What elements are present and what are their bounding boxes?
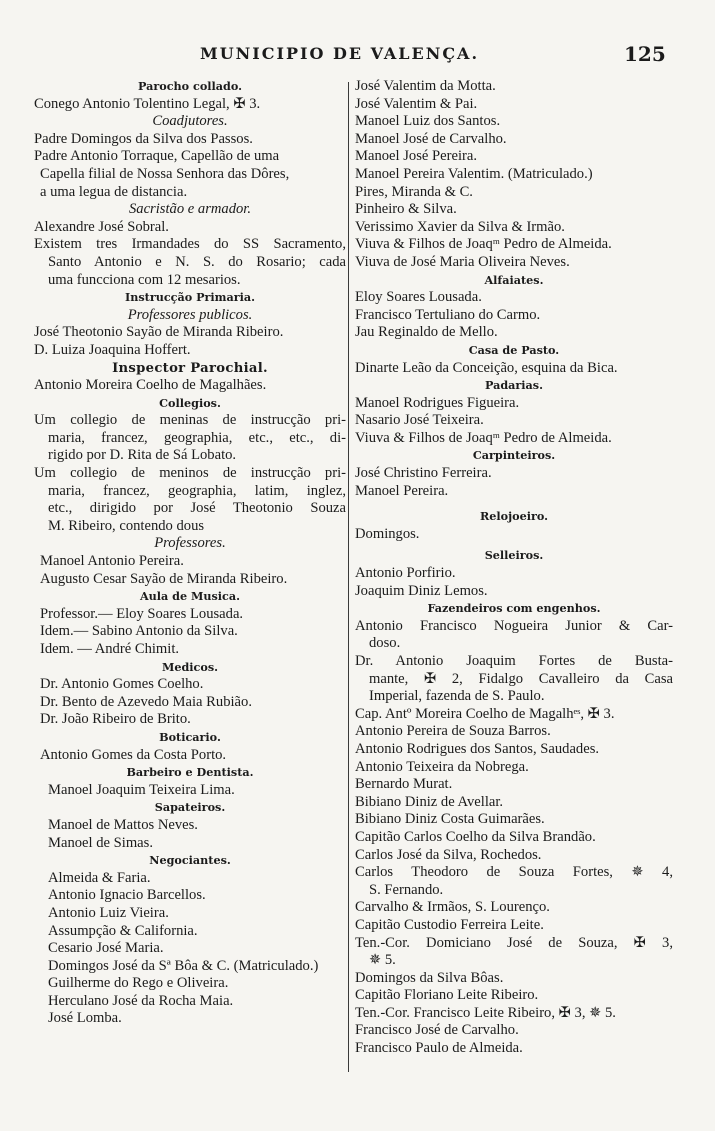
entry-line: Antonio Ignacio Barcellos. (48, 887, 206, 904)
entry-line: Domingos. (355, 525, 420, 542)
entry-line: Domingos José da Sª Bôa & C. (Matriculado.) (48, 957, 319, 974)
entry-line: Antonio Gomes da Costa Porto. (40, 746, 227, 763)
section-heading-barbeiro: Barbeiro e Dentista. (126, 765, 254, 780)
section-heading-relojoeiro: Relojoeiro. (479, 509, 549, 524)
entry-line: Pinheiro & Silva. (355, 201, 457, 218)
entry-line: Viuva & Filhos de Joaqᵐ Pedro de Almeida. (355, 429, 612, 446)
section-heading-negociantes: Negociantes. (149, 853, 231, 868)
entry-line: Manoel Joaquim Teixeira Lima. (48, 781, 235, 798)
entry-line: mante, ✠ 2, Fidalgo Cavalleiro da Casa (369, 670, 673, 687)
entry-line: Dr. Bento de Azevedo Maia Rubião. (40, 693, 252, 710)
entry-line: Augusto Cesar Sayão de Miranda Ribeiro. (40, 570, 288, 587)
entry-line: Pires, Miranda & C. (355, 183, 473, 200)
section-heading-carpinteiros: Carpinteiros. (472, 448, 556, 463)
entry-line: Carlos José da Silva, Rochedos. (355, 846, 542, 863)
entry-line: Antonio Moreira Coelho de Magalhães. (34, 377, 267, 394)
entry-line: rigido por D. Rita de Sá Lobato. (48, 447, 237, 464)
subheading-professores: Professores publicos. (127, 306, 253, 323)
section-heading-aula: Aula de Musica. (139, 589, 241, 604)
page-header (0, 44, 715, 74)
entry-line: Carlos Theodoro de Souza Fortes, ✵ 4, (355, 864, 673, 881)
entry-line: Manoel Rodrigues Figueira. (355, 394, 520, 411)
entry-line: Verissimo Xavier da Silva & Irmão. (355, 218, 565, 235)
entry-line: Bernardo Murat. (355, 776, 453, 793)
entry-line: etc., dirigido por José Theotonio Souza (48, 500, 346, 517)
entry-line: Guilherme do Rego e Oliveira. (48, 975, 229, 992)
section-heading-instruccao: Instrucção Primaria. (124, 290, 256, 305)
entry-line: Manoel Pereira. (355, 482, 449, 499)
section-heading-boticario: Boticario. (159, 729, 221, 744)
entry-line: maria, francez, geographia, latim, inglez, (48, 482, 346, 499)
entry-line: Bibiano Diniz de Avellar. (355, 793, 504, 810)
entry-line: Dinarte Leão da Conceição, esquina da Bica. (355, 359, 618, 376)
entry-line: Antonio Pereira de Souza Barros. (355, 723, 551, 740)
section-heading-medicos: Medicos. (161, 659, 219, 674)
subheading-sacristao: Sacristão e armador. (128, 201, 252, 218)
entry-line: Manoel Antonio Pereira. (40, 553, 184, 570)
entry-line: M. Ribeiro, contendo dous (48, 517, 205, 534)
entry-line: Bibiano Diniz Costa Guimarães. (355, 811, 545, 828)
section-heading-collegios: Collegios. (159, 395, 221, 410)
entry-line: Almeida & Faria. (48, 869, 151, 886)
entry-line: Idem.— Sabino Antonio da Silva. (40, 623, 238, 640)
entry-line: Idem. — André Chimit. (40, 641, 180, 657)
entry-line: Cesario José Maria. (48, 940, 164, 957)
entry-line: Domingos da Silva Bôas. (355, 969, 504, 986)
entry-line: Capitão Carlos Coelho da Silva Brandão. (355, 828, 596, 845)
entry-line: Francisco Paulo de Almeida. (355, 1040, 523, 1057)
entry-line: Nasario José Teixeira. (355, 412, 484, 429)
entry-line: Antonio Francisco Nogueira Junior & Car- (355, 617, 673, 634)
section-heading-sapateiros: Sapateiros. (154, 800, 226, 815)
entry-line: Imperial, fazenda de S. Paulo. (369, 688, 545, 705)
entry-line: Jau Reginaldo de Mello. (355, 324, 498, 341)
entry-line: José Lomba. (48, 1010, 122, 1027)
entry-line: Existem tres Irmandades do SS Sacramento, (34, 236, 346, 253)
entry-line: Francisco José de Carvalho. (355, 1022, 519, 1039)
entry-line: Dr. Antonio Gomes Coelho. (40, 676, 204, 693)
entry-line: Conego Antonio Tolentino Legal, ✠ 3. (34, 95, 261, 112)
entry-line: Capitão Custodio Ferreira Leite. (355, 916, 544, 933)
entry-line: D. Luiza Joaquina Hoffert. (34, 341, 191, 358)
entry-line: Manoel José Pereira. (355, 148, 477, 165)
entry-line: Viuva de José Maria Oliveira Neves. (355, 253, 570, 270)
entry-line: Joaquim Diniz Lemos. (355, 582, 488, 599)
entry-line: Cap. Antº Moreira Coelho de Magalhᵉˢ, ✠ 3. (355, 705, 615, 722)
entry-line: Um collegio de meninos de instrucção pri- (34, 465, 346, 482)
entry-line: José Valentim da Motta. (355, 78, 496, 94)
running-head: MUNICIPIO DE VALENÇA. (200, 44, 480, 63)
entry-line: Dr. João Ribeiro de Brito. (40, 711, 191, 728)
section-heading-alfaiates: Alfaiates. (484, 272, 544, 287)
section-heading-inspector: Inspector Parochial. (112, 360, 268, 376)
entry-line: maria, francez, geographia, etc., etc., di- (48, 429, 346, 446)
entry-line: Herculano José da Rocha Maia. (48, 992, 234, 1009)
entry-line: Ten.-Cor. Domiciano José de Souza, ✠ 3, (355, 934, 673, 951)
right-column (355, 78, 673, 1058)
entry-line: José Christino Ferreira. (355, 465, 492, 482)
entry-line: Francisco Tertuliano do Carmo. (355, 306, 541, 323)
section-heading-casa-de-pasto: Casa de Pasto. (468, 342, 560, 357)
entry-line: José Theotonio Sayão de Miranda Ribeiro. (34, 324, 284, 341)
entry-line: Capella filial de Nossa Senhora das Dôres, (40, 165, 290, 182)
section-heading-padarias: Padarias. (484, 378, 544, 393)
entry-line: Padre Antonio Torraque, Capellão de uma (34, 148, 280, 165)
entry-line: Viuva & Filhos de Joaqᵐ Pedro de Almeida. (355, 236, 612, 253)
entry-line: uma funcciona com 12 mesarios. (48, 271, 241, 288)
entry-line: Assumpção & California. (48, 922, 198, 939)
entry-line: Professor.— Eloy Soares Lousada. (40, 605, 244, 622)
entry-line: Carvalho & Irmãos, S. Lourenço. (355, 899, 550, 916)
entry-line: Antonio Porfirio. (355, 565, 456, 582)
entry-line: Padre Domingos da Silva dos Passos. (34, 130, 253, 147)
entry-line: Antonio Luiz Vieira. (48, 904, 169, 921)
entry-line: José Valentim & Pai. (355, 95, 478, 112)
entry-line: Manoel de Mattos Neves. (48, 816, 198, 833)
page-number: 125 (624, 42, 666, 66)
entry-line: Eloy Soares Lousada. (355, 289, 482, 306)
left-column (34, 78, 346, 1028)
entry-line: Manoel José de Carvalho. (355, 130, 507, 147)
entry-line: a uma legua de distancia. (40, 183, 188, 200)
entry-line: Dr. Antonio Joaquim Fortes de Busta- (355, 653, 673, 669)
entry-line: Manoel Luiz dos Santos. (355, 113, 501, 130)
entry-line: Um collegio de meninas de instrucção pri- (34, 412, 346, 429)
entry-line: Antonio Teixeira da Nobrega. (355, 758, 529, 775)
entry-line: Antonio Rodrigues dos Santos, Saudades. (355, 740, 600, 757)
entry-line: doso. (369, 635, 401, 652)
subheading-professores-collegio: Professores. (154, 535, 226, 552)
entry-line: Santo Antonio e N. S. do Rosario; cada (48, 253, 346, 270)
section-heading-selleiros: Selleiros. (484, 548, 544, 563)
entry-line: Manoel Pereira Valentim. (Matriculado.) (355, 165, 593, 182)
entry-line: Capitão Floriano Leite Ribeiro. (355, 987, 539, 1004)
entry-line: ✵ 5. (369, 952, 396, 969)
column-divider (348, 82, 349, 1072)
entry-line: S. Fernando. (369, 881, 444, 898)
entry-line: Ten.-Cor. Francisco Leite Ribeiro, ✠ 3, ✵ 5. (355, 1004, 616, 1021)
entry-line: Manoel de Simas. (48, 834, 153, 851)
section-heading-fazendeiros: Fazendeiros com engenhos. (427, 601, 601, 616)
entry-line: Alexandre José Sobral. (34, 218, 169, 235)
section-heading-parocho: Parocho collado. (137, 79, 243, 93)
subheading-coadjutores: Coadjutores. (152, 113, 228, 130)
